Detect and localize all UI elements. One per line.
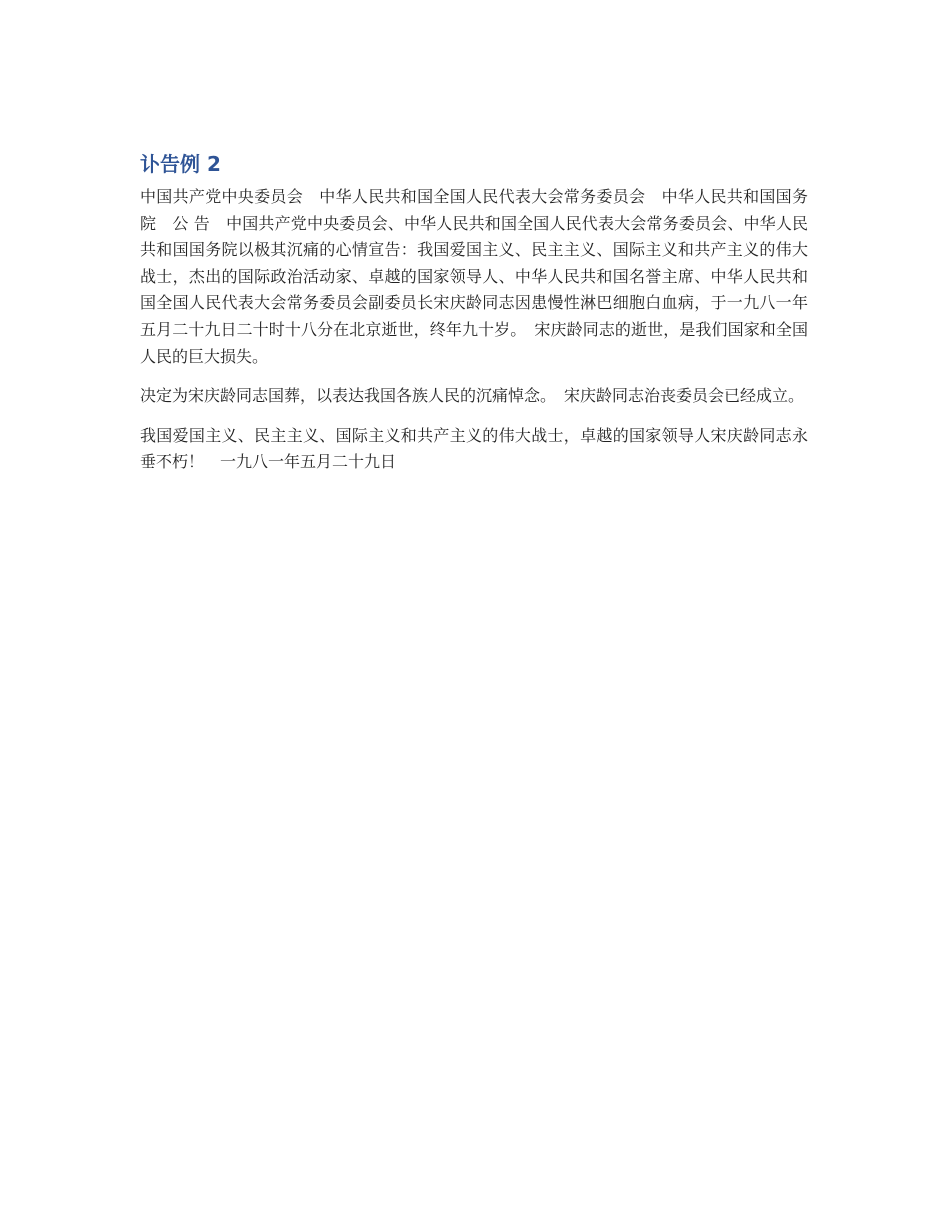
paragraph-announcement: 中国共产党中央委员会 中华人民共和国全国人民代表大会常务委员会 中华人民共和国国务院 公 告 中国共产党中央委员会、中华人民共和国全国人民代表大会常务委员会、中华人民共和国国务院以极其沉痛的心情宣告：我国爱国主义、民主主义、国际主义和共产主义的伟大战士，杰出的国际政治活动家、卓越的国家领导人、中华人民共和国名誉主席、中华人民共和国全国人民代表大会常务委员会副委员长宋庆龄同志因患慢性淋巴细胞白血病，于一九八一年五月二十九日二十时十八分在北京逝世，终年九十岁。 宋庆龄同志的逝世，是我们国家和全国人民的巨大损失。 bbox=[140, 187, 808, 366]
paragraph-state-funeral: 决定为宋庆龄同志国葬，以表达我国各族人民的沉痛悼念。 宋庆龄同志治丧委员会已经成立。 bbox=[140, 386, 805, 406]
document-heading: 讣告例 2 bbox=[140, 152, 221, 176]
paragraph-closing: 我国爱国主义、民主主义、国际主义和共产主义的伟大战士，卓越的国家领导人宋庆龄同志永垂不朽！ 一九八一年五月二十九日 bbox=[140, 425, 808, 472]
document-page bbox=[140, 148, 808, 489]
